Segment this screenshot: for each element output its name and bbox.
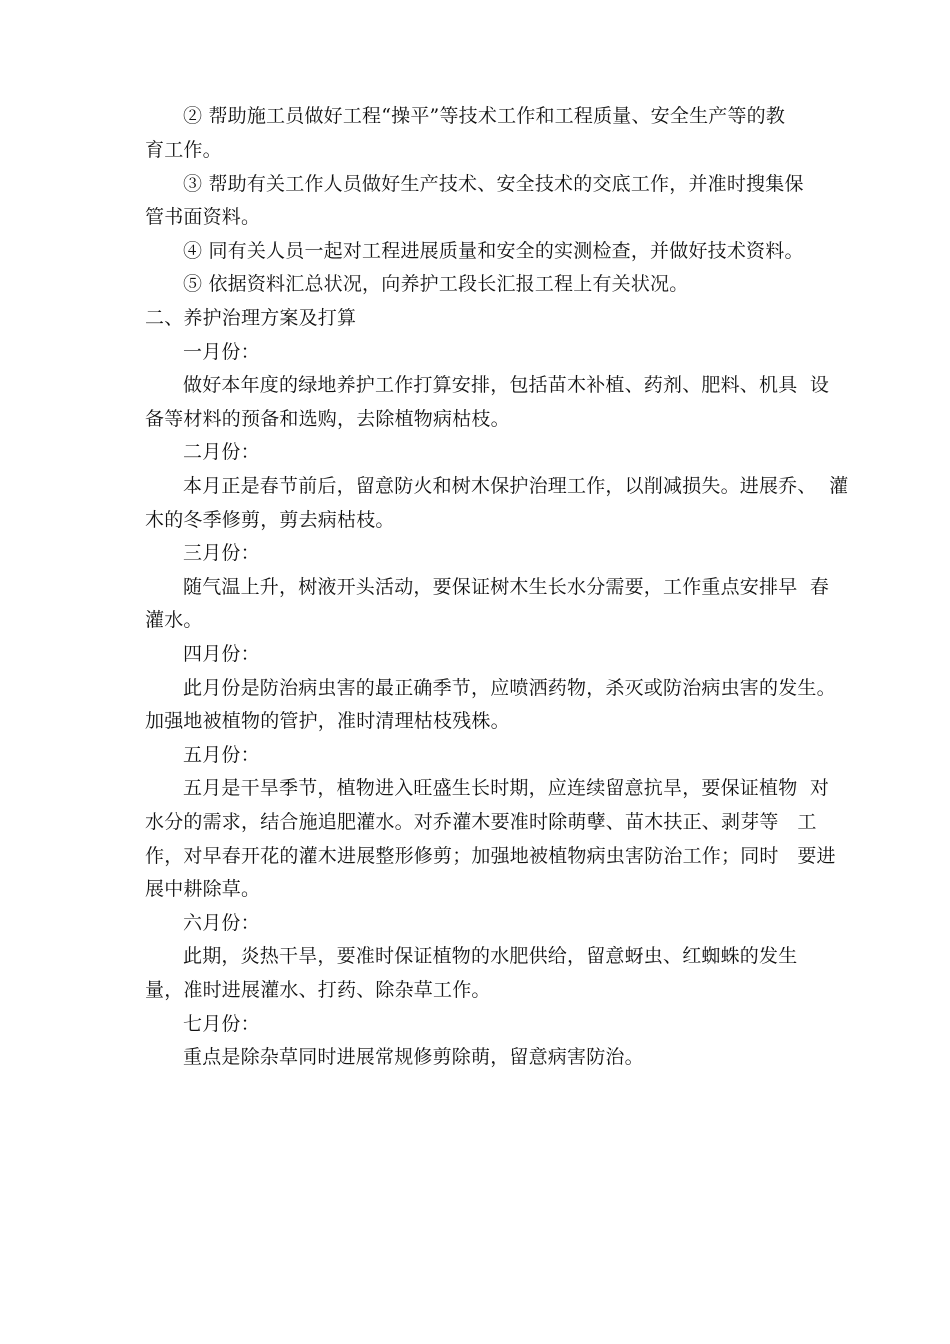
february-paragraph-line-2: 木的冬季修剪，剪去病枯枝。 <box>145 509 395 531</box>
june-paragraph-line-2: 量，准时进展灌水、打药、除杂草工作。 <box>145 979 491 1001</box>
month-heading-january: 一月份： <box>183 341 260 363</box>
march-paragraph-line-2: 灌水。 <box>145 609 203 631</box>
month-heading-april: 四月份： <box>183 643 260 665</box>
may-paragraph-line-4: 展中耕除草。 <box>145 878 261 900</box>
may-paragraph-line-2: 水分的需求，结合施追肥灌水。对乔灌木要准时除萌孽、苗木扶正、剥芽等 工 <box>145 811 817 833</box>
april-paragraph-line-2: 加强地被植物的管护，准时清理枯枝残株。 <box>145 710 510 732</box>
january-paragraph-line-2: 备等材料的预备和选购，去除植物病枯枝。 <box>145 408 510 430</box>
list-item-2-line-2: 育工作。 <box>145 139 222 161</box>
july-paragraph-line-1: 重点是除杂草同时进展常规修剪除萌，留意病害防治。 <box>183 1046 644 1068</box>
may-paragraph-line-3: 作，对早春开花的灌木进展整形修剪；加强地被植物病虫害防治工作；同时 要进 <box>145 845 836 867</box>
month-heading-june: 六月份： <box>183 912 260 934</box>
month-heading-february: 二月份： <box>183 441 260 463</box>
may-paragraph-line-1: 五月是干旱季节，植物进入旺盛生长时期，应连续留意抗旱，要保证植物 对 <box>183 777 830 799</box>
month-heading-may: 五月份： <box>183 744 260 766</box>
list-item-3-line-2: 管书面资料。 <box>145 206 261 228</box>
january-paragraph-line-1: 做好本年度的绿地养护工作打算安排，包括苗木补植、药剂、肥料、机具 设 <box>183 374 830 396</box>
april-paragraph-line-1: 此月份是防治病虫害的最正确季节，应喷洒药物，杀灭或防治病虫害的发生。 <box>183 677 836 699</box>
month-heading-july: 七月份： <box>183 1013 260 1035</box>
june-paragraph-line-1: 此期，炎热干旱，要准时保证植物的水肥供给，留意蚜虫、红蜘蛛的发生 <box>183 945 798 967</box>
list-item-2-line-1: ② 帮助施工员做好工程“操平”等技术工作和工程质量、安全生产等的教 <box>183 105 786 127</box>
section-heading: 二、养护治理方案及打算 <box>145 307 357 329</box>
list-item-3-line-1: ③ 帮助有关工作人员做好生产技术、安全技术的交底工作，并准时搜集保 <box>183 173 804 195</box>
list-item-4: ④ 同有关人员一起对工程进展质量和安全的实测检查，并做好技术资料。 <box>183 240 804 262</box>
march-paragraph-line-1: 随气温上升，树液开头活动，要保证树木生长水分需要，工作重点安排早 春 <box>183 576 830 598</box>
list-item-5: ⑤ 依据资料汇总状况，向养护工段长汇报工程上有关状况。 <box>183 273 689 295</box>
month-heading-march: 三月份： <box>183 542 260 564</box>
february-paragraph-line-1: 本月正是春节前后，留意防火和树木保护治理工作，以削减损失。进展乔、 灌 <box>183 475 849 497</box>
